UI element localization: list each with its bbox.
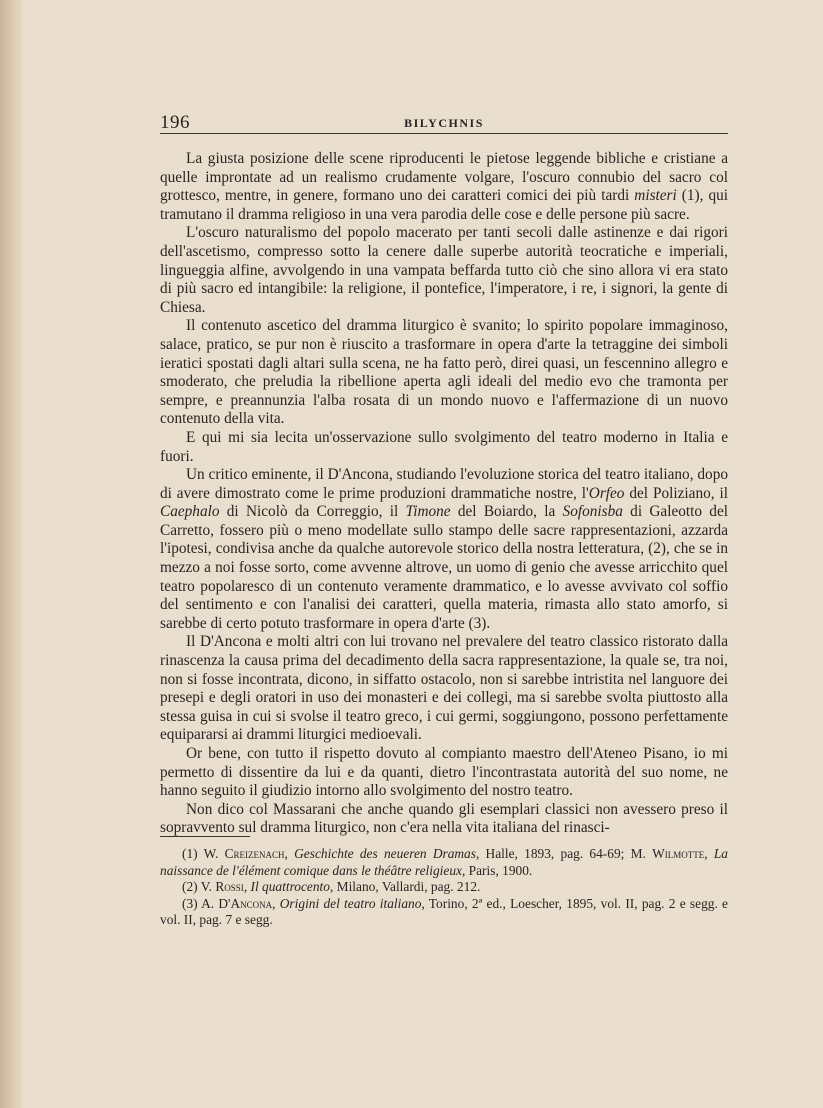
paragraph: Non dico col Massarani che anche quando gli esemplari classici non avessero preso il sopravvento sul dramma liturgico, non c'era nella vita italiana del rinasci- (160, 800, 728, 837)
paragraph: L'oscuro naturalismo del popolo macerato per tanti secoli dalle astinenze e dai rigori dell'ascetismo, compresso sotto la cenere dalle superbe autorità teocratiche e imperiali, linguеggia alfine, avvolgendo in una vampata beffarda tutto ciò che sino allora vi era stato di più sacro ed intangibile: la religione, il pontefice, l'imperatore, i re, i signori, la gente di Chiesa. (160, 224, 728, 316)
header-rule (160, 133, 728, 134)
footnote: (1) W. Creizenach, Geschichte des neueren Dramas, Halle, 1893, pag. 64-69; M. Wilmotte, La naissance de l'élément comique dans le théâtre religieux, Paris, 1900. (160, 846, 728, 878)
footnotes (160, 846, 728, 929)
paragraph: Il contenuto ascetico del dramma liturgico è svanito; lo spirito popolare immaginoso, salace, pratico, se pur non è riuscito a trasformare in opera d'arte la tetraggine dei simboli ieratici spostati dagli altari sulla scena, ne ha fatto però, direi quasi, un fescennino allegro e smoderato, che preludia la ribellione aperta agli ideali del medio evo che tramonta per sempre, e preannunzia l'alba rosata di un mondo nuovo e l'affermazione di un nuovo contenuto della vita. (160, 317, 728, 428)
paragraph: La giusta posizione delle scene riproducenti le pietose leggende bibliche e cristiane a quelle improntate ad un realismo crudamente volgare, l'oscuro connubio del sacro col grottesco, mentre, in genere, formano uno dei caratteri comici dei più tardi misteri (1), qui tramutano il dramma religioso in una vera parodia delle cose e delle persone più sacre. (160, 150, 728, 223)
paragraph: Il D'Ancona e molti altri con lui trovano nel prevalere del teatro classico ristorato dalla rinascenza la causa prima del decadimento della sacra rappresentazione, la quale se, tra noi, non si fosse incontrata, dicono, in siffatto ostacolo, non si sarebbe intristita nel languore dei presepi e degli oratori in uso dei monasteri e dei collegi, ma si sarebbe svolta piuttosto alla stessa guisa in cui si svolse il teatro greco, i cui germi, soggiungono, possono perfettamente equipararsi ai drammi liturgici medioevali. (160, 633, 728, 744)
running-title: BILYCHNIS (404, 116, 484, 130)
page-number: 196 (160, 112, 190, 133)
footnote: (3) A. D'Ancona, Origini del teatro italiano, Torino, 2ª ed., Loescher, 1895, vol. II, pag. 2 e segg. e vol. II, pag. 7 e segg. (160, 895, 728, 928)
footnote: (2) V. Rossi, Il quattrocento, Milano, Vallardi, pag. 212. (182, 879, 481, 895)
paragraph: Un critico eminente, il D'Ancona, studiando l'evoluzione storica del teatro italiano, dopo di avere dimostrato come le prime produzioni drammatiche nostre, l'Orfeo del Poliziano, il Caephalo di Nicolò da Correggio, il Timone del Boiardo, la Sofonisba di Galeotto del Carretto, fossero più o meno modellate sullo stampo delle sacre rappresentazioni, azzarda l'ipotesi, condivisa anche da qualche autorevole storico della nostra letteratura, (2), che se in mezzo a noi fosse sorto, come avvenne altrove, un uomo di genio che avesse arricchito quel teatro popolaresco di un contenuto veramente drammatico, e lo avesse avvivato col soffio del sentimento e con l'analisi dei caratteri, quella materia, rimasta allo stato amorfo, si sarebbe di certo potuto trasformare in opera d'arte (3). (160, 466, 728, 632)
page-edge (0, 0, 22, 1108)
body-text (160, 150, 728, 838)
footnote-rule (160, 836, 250, 837)
paragraph: E qui mi sia lecita un'osservazione sullo svolgimento del teatro moderno in Italia e fuori. (160, 428, 728, 465)
paragraph: Or bene, con tutto il rispetto dovuto al compianto maestro dell'Ateneo Pisano, io mi permetto di dissentire da lui e da quanti, dietro l'incontrastata autorità del suo nome, ne hanno seguito il giudizio intorno allo svolgimento del nostro teatro. (160, 745, 728, 800)
